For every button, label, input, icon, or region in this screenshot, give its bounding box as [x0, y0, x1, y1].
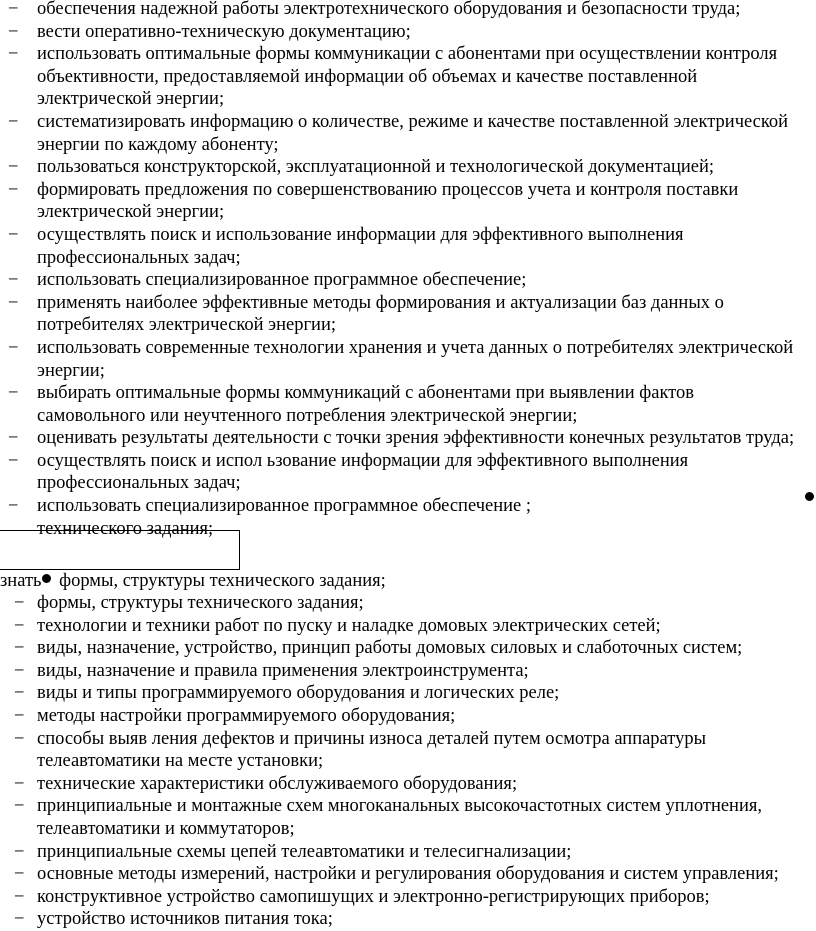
- skill-item: [0, 224, 794, 269]
- dash-marker: −: [14, 796, 25, 817]
- dash-marker: −: [14, 705, 25, 726]
- list-item-line: оценивать результаты деятельности с точки зрения эффективности конечных результатов труда;: [37, 428, 795, 449]
- list-item-line: потребителях электрической энергии;: [37, 315, 336, 336]
- dash-marker: −: [14, 841, 25, 862]
- list-item-line: осуществлять поиск и использование информации для эффективного выполнения: [37, 224, 684, 245]
- bullet-marker: [805, 492, 814, 501]
- list-item-line: выбирать оптимальные формы коммуникаций с абонентами при выявлении фактов: [37, 383, 695, 404]
- skill-item: [0, 292, 794, 337]
- dash-marker: −: [14, 886, 25, 907]
- list-item-line: самовольного или неучтенного потребления электрической энергии;: [37, 405, 578, 426]
- list-item-line: применять наиболее эффективные методы формирования и актуализации баз данных о: [37, 292, 724, 313]
- list-item-line: виды, назначение и правила применения электроинструмента;: [37, 660, 529, 681]
- dash-marker: −: [8, 292, 19, 313]
- knowledge-list: [0, 592, 779, 931]
- skill-item: [0, 179, 794, 224]
- list-item-line: энергии;: [37, 360, 105, 381]
- dash-marker: −: [14, 728, 25, 749]
- dash-marker: −: [8, 111, 19, 132]
- empty-frame-box: [0, 530, 240, 570]
- list-item-line: объективности, предоставляемой информации об объемах и качестве поставленной: [37, 66, 698, 87]
- dash-marker: −: [8, 337, 19, 358]
- skill-item: [0, 450, 794, 495]
- skill-item: [0, 111, 794, 156]
- list-item-line: формы, структуры технического задания;: [37, 593, 364, 613]
- list-item-line: осуществлять поиск и испол ьзование информации для эффективного выполнения: [37, 450, 689, 471]
- dash-marker: −: [14, 909, 25, 930]
- know-text: формы, структуры технического задания;: [59, 571, 386, 591]
- list-item-line: принципиальные схемы цепей телеавтоматики и телесигнализации;: [37, 841, 572, 862]
- knowledge-item: [0, 795, 779, 840]
- know-label: знать: [0, 571, 42, 591]
- list-item-line: устройство источников питания тока;: [37, 909, 333, 930]
- list-item-line: профессиональных задач;: [37, 473, 241, 494]
- dash-marker: −: [8, 496, 19, 517]
- list-item-line: телеавтоматики и коммутаторов;: [37, 818, 295, 839]
- dash-marker: −: [8, 0, 19, 19]
- knowledge-item: [0, 773, 779, 796]
- skill-item: [0, 382, 794, 427]
- knowledge-item: [0, 908, 779, 931]
- dash-marker: −: [14, 615, 25, 636]
- bullet-marker: [42, 574, 51, 583]
- list-item-line: формировать предложения по совершенствованию процессов учета и контроля поставки: [37, 179, 739, 200]
- skill-item: [0, 156, 794, 179]
- list-item-line: виды, назначение, устройство, принцип работы домовых силовых и слаботочных систем;: [37, 638, 743, 659]
- dash-marker: −: [14, 773, 25, 794]
- skill-item: [0, 0, 794, 21]
- list-item-line: методы настройки программируемого оборудования;: [37, 705, 456, 726]
- knowledge-item: [0, 841, 779, 864]
- list-item-line: телеавтоматики на месте установки;: [37, 751, 324, 772]
- knowledge-item: [0, 705, 779, 728]
- knowledge-item: [0, 728, 779, 773]
- knowledge-item: [0, 682, 779, 705]
- list-item-line: пользоваться конструкторской, эксплуатационной и технологической документацией;: [37, 157, 715, 178]
- list-item-line: технические характеристики обслуживаемого оборудования;: [37, 773, 518, 794]
- skill-item: [0, 269, 794, 292]
- knowledge-item: [0, 660, 779, 683]
- list-item-line: использовать современные технологии хранения и учета данных о потребителях электрической: [37, 337, 794, 358]
- dash-marker: −: [14, 660, 25, 681]
- dash-marker: −: [14, 593, 25, 613]
- list-item-line: профессиональных задач;: [37, 247, 241, 268]
- dash-marker: −: [14, 864, 25, 885]
- list-item-line: энергии по каждому абоненту;: [37, 134, 279, 155]
- dash-marker: −: [8, 450, 19, 471]
- dash-marker: −: [8, 21, 19, 42]
- knowledge-item: [0, 637, 779, 660]
- list-item-line: использовать оптимальные формы коммуникации с абонентами при осуществлении контроля: [37, 44, 778, 65]
- list-item-line: использовать специализированное программное обеспечение;: [37, 270, 527, 291]
- dash-marker: −: [8, 270, 19, 291]
- knowledge-item: [0, 863, 779, 886]
- dash-marker: −: [8, 179, 19, 200]
- list-item-line: электрической энергии;: [37, 89, 225, 110]
- list-item-line: конструктивное устройство самопишущих и электронно-регистрирующих приборов;: [37, 886, 710, 907]
- knowledge-item: [0, 886, 779, 909]
- list-item-line: электрической энергии;: [37, 202, 225, 223]
- list-item-line: обеспечения надежной работы электротехнического оборудования и безопасности труда;: [37, 0, 741, 19]
- dash-marker: −: [8, 428, 19, 449]
- know-heading: [0, 570, 386, 593]
- skill-item: [0, 43, 794, 111]
- dash-marker: −: [8, 383, 19, 404]
- list-item-line: технического задания;: [37, 518, 214, 539]
- list-item-line: вести оперативно-техническую документацию;: [37, 21, 411, 42]
- list-item-line: способы выяв ления дефектов и причины износа деталей путем осмотра аппаратуры: [37, 728, 707, 749]
- skill-item: [0, 337, 794, 382]
- skill-item: [0, 427, 794, 450]
- list-item-line: виды и типы программируемого оборудования и логических реле;: [37, 683, 560, 704]
- skill-item: [0, 21, 794, 44]
- dash-marker: −: [8, 224, 19, 245]
- list-item-line: технологии и техники работ по пуску и наладке домовых электрических сетей;: [37, 615, 661, 636]
- list-item-line: использовать специализированное программное обеспечение ;: [37, 496, 531, 517]
- dash-marker: −: [14, 683, 25, 704]
- dash-marker: −: [8, 44, 19, 65]
- list-item-line: основные методы измерений, настройки и регулирования оборудования и систем управления;: [37, 864, 779, 885]
- dash-marker: −: [8, 157, 19, 178]
- dash-marker: −: [14, 638, 25, 659]
- knowledge-item: [0, 592, 779, 615]
- list-item-line: систематизировать информацию о количестве, режиме и качестве поставленной электрической: [37, 111, 789, 132]
- knowledge-item: [0, 615, 779, 638]
- list-item-line: принципиальные и монтажные схем многоканальных высокочастотных систем уплотнения,: [37, 796, 762, 817]
